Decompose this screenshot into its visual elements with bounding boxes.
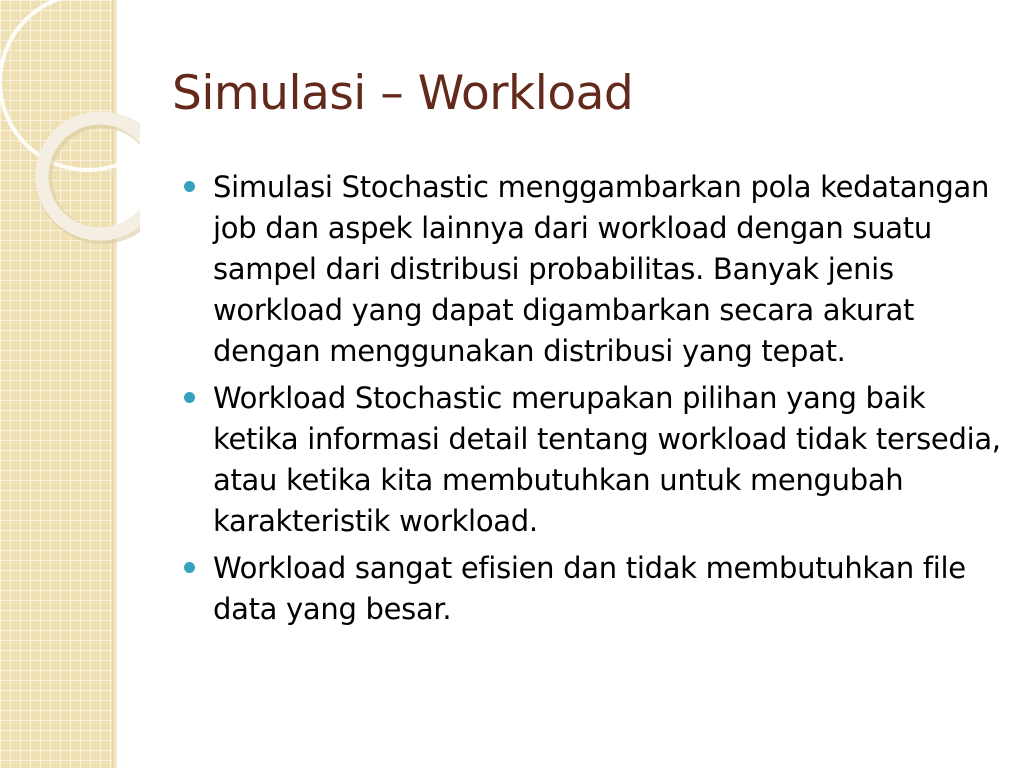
bullet-item xyxy=(213,548,1003,630)
bullet-text: Workload Stochastic merupakan pilihan yang baik ketika informasi detail tentang workload tidak tersedia, atau ketika kita membutuhkan untuk mengubah karakteristik workload. xyxy=(213,381,1001,538)
lower-ring xyxy=(42,118,140,234)
bullet-item xyxy=(213,378,1003,542)
upper-ring xyxy=(0,0,140,170)
slide-title: Simulasi – Workload xyxy=(172,66,634,121)
bullet-text: Workload sangat efisien dan tidak membutuhkan file data yang besar. xyxy=(213,551,966,626)
bullet-list xyxy=(213,167,1003,636)
bullet-dot-icon xyxy=(184,392,195,403)
bullet-item xyxy=(213,167,1003,372)
bullet-text: Simulasi Stochastic menggambarkan pola kedatangan job dan aspek lainnya dari workload dengan suatu sampel dari distribusi probabilitas. Banyak jenis workload yang dapat digambarkan secara akurat dengan menggunakan distribusi yang tepat. xyxy=(213,170,990,368)
bullet-dot-icon xyxy=(184,562,195,573)
bullet-dot-icon xyxy=(184,181,195,192)
decorative-rings xyxy=(0,0,140,320)
